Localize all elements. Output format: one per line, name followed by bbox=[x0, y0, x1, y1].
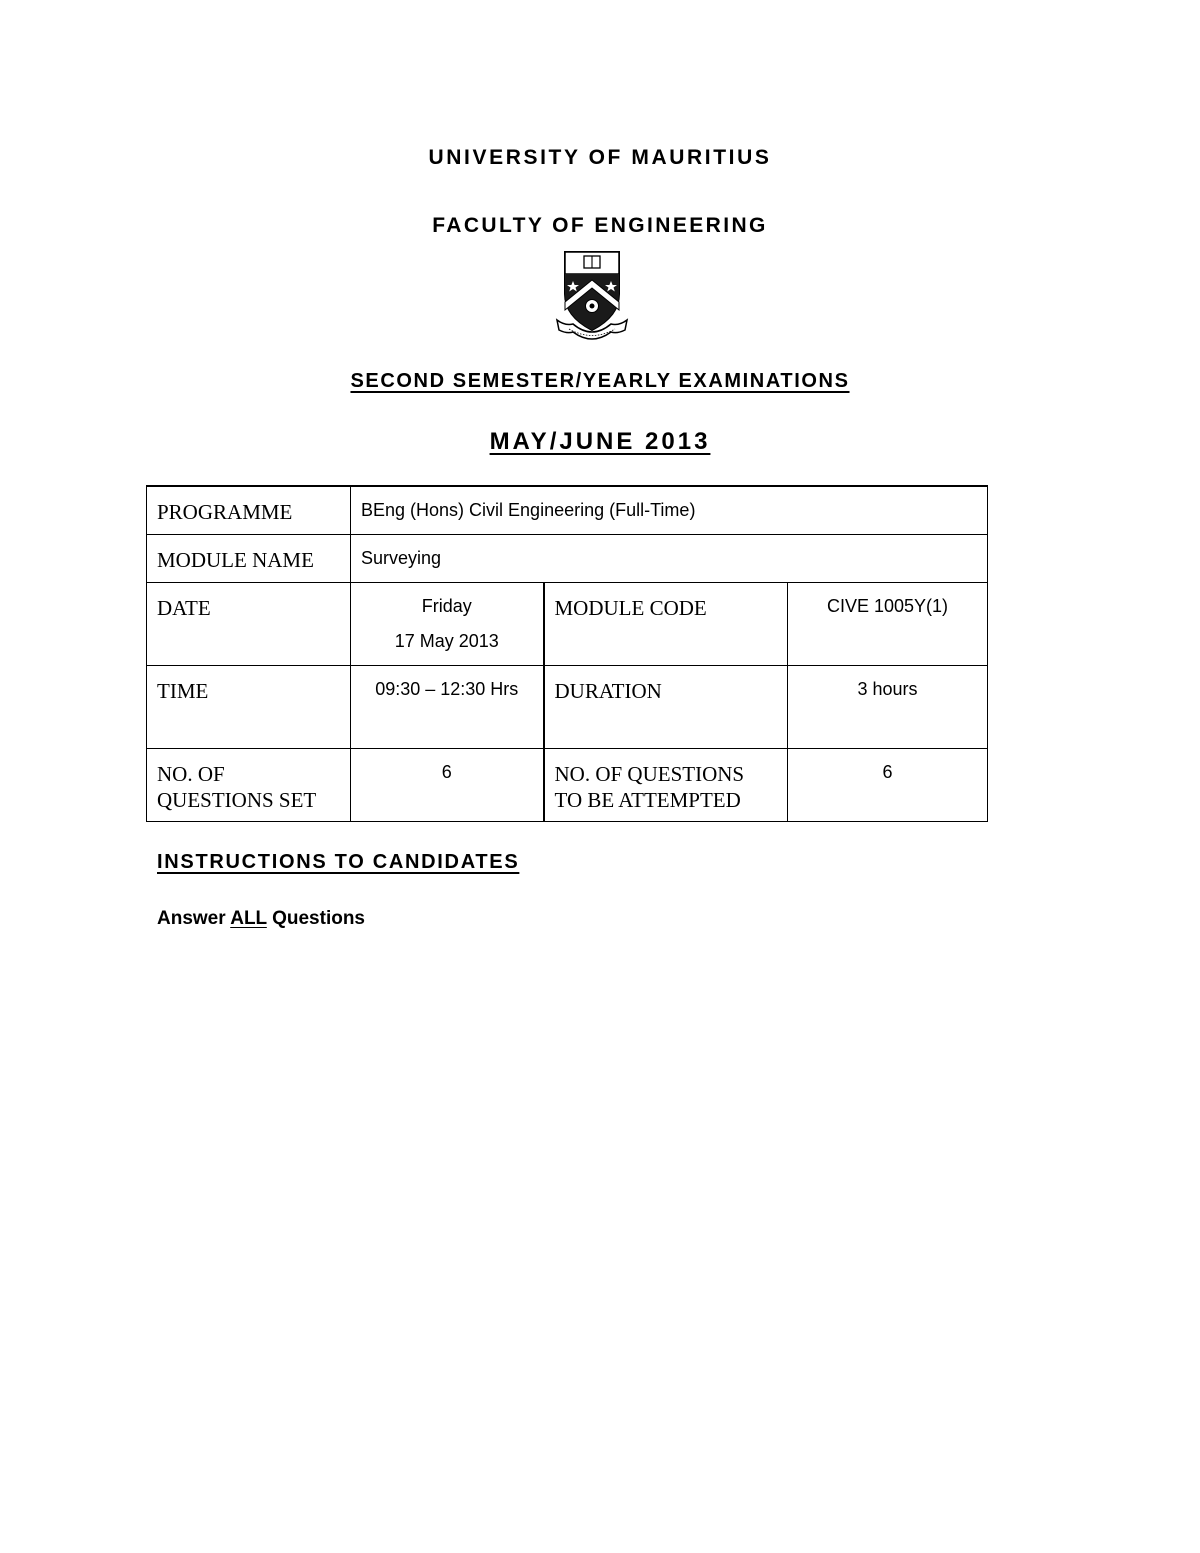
answer-instruction: Answer ALL Questions bbox=[157, 908, 365, 929]
questions-attempt-value: 6 bbox=[788, 748, 988, 821]
table-row bbox=[147, 748, 988, 821]
exam-details-table bbox=[146, 485, 988, 822]
module-name-value: Surveying bbox=[351, 534, 988, 582]
exam-title: SECOND SEMESTER/YEARLY EXAMINATIONS bbox=[350, 370, 850, 392]
date-label: DATE bbox=[147, 582, 351, 665]
questions-set-label-line-2: QUESTIONS SET bbox=[157, 787, 317, 812]
date-value-cell bbox=[351, 582, 544, 665]
date-day: Friday bbox=[421, 595, 472, 616]
questions-set-label bbox=[147, 748, 351, 821]
questions-attempt-label-line-2: TO BE ATTEMPTED bbox=[554, 787, 741, 812]
programme-label: PROGRAMME bbox=[147, 486, 351, 534]
exam-period: MAY/JUNE 2013 bbox=[489, 428, 711, 455]
university-name: UNIVERSITY OF MAURITIUS bbox=[428, 146, 772, 169]
questions-attempt-label bbox=[544, 748, 788, 821]
answer-emphasis: ALL bbox=[230, 908, 267, 929]
faculty-name: FACULTY OF ENGINEERING bbox=[432, 214, 768, 237]
table-row bbox=[147, 486, 988, 534]
questions-set-value: 6 bbox=[351, 748, 544, 821]
questions-set-label-line-1: NO. OF bbox=[157, 761, 225, 786]
module-code-label: MODULE CODE bbox=[544, 582, 788, 665]
time-value: 09:30 – 12:30 Hrs bbox=[351, 665, 544, 748]
table-row bbox=[147, 534, 988, 582]
programme-value: BEng (Hons) Civil Engineering (Full-Time) bbox=[351, 486, 988, 534]
duration-value: 3 hours bbox=[788, 665, 988, 748]
instructions-heading: INSTRUCTIONS TO CANDIDATES bbox=[157, 851, 520, 873]
duration-label: DURATION bbox=[544, 665, 788, 748]
time-label: TIME bbox=[147, 665, 351, 748]
table-row bbox=[147, 582, 988, 665]
table-row bbox=[147, 665, 988, 748]
crest-shield-icon bbox=[555, 250, 630, 342]
questions-attempt-label-line-1: NO. OF QUESTIONS bbox=[554, 761, 745, 786]
date-value: 17 May 2013 bbox=[394, 630, 499, 651]
university-crest-icon bbox=[555, 250, 630, 342]
module-code-value: CIVE 1005Y(1) bbox=[788, 582, 988, 665]
module-name-label: MODULE NAME bbox=[147, 534, 351, 582]
